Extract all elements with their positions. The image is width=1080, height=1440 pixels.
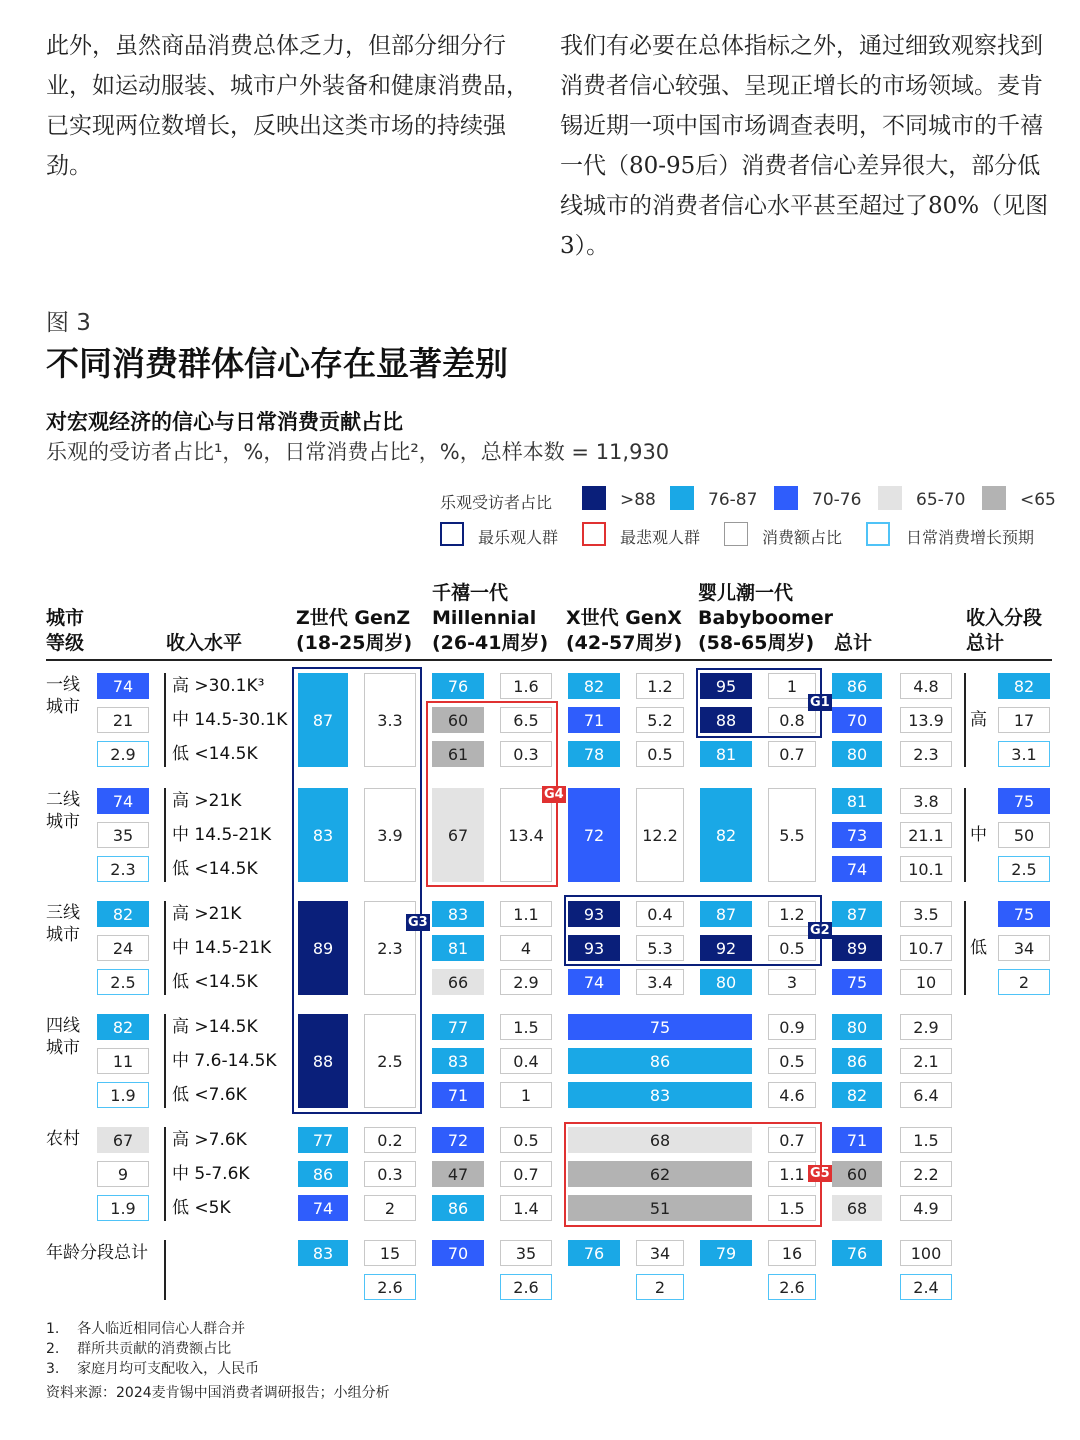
header-income-total-line2: 总计 [966, 632, 1005, 654]
mill-spend-cell: 1.1 [500, 901, 552, 927]
genz-spend-cell: 0.3 [364, 1161, 416, 1187]
total-spend-cell: 4.9 [900, 1195, 952, 1221]
mill-confidence-cell: 77 [432, 1014, 484, 1040]
legend-box-label: 最悲观人群 [620, 528, 701, 547]
legend-item: 65-70 [916, 490, 966, 510]
total-confidence-cell: 60 [832, 1161, 882, 1187]
boom-spend-cell: 0.7 [768, 741, 816, 767]
mill-spend-cell: 1.6 [500, 673, 552, 699]
genz-confidence-cell: 83 [298, 788, 348, 882]
mill-spend-cell: 1 [500, 1082, 552, 1108]
genx-boomer-spend-cell: 4.6 [768, 1082, 816, 1108]
tier-confidence-cell: 74 [97, 673, 149, 699]
mill-age-confidence-cell: 70 [432, 1240, 484, 1266]
income-label: 中 14.5-21K [172, 938, 272, 958]
boom-spend-cell: 1.2 [768, 901, 816, 927]
total-confidence-cell: 86 [832, 1048, 882, 1074]
total-spend-cell: 13.9 [900, 707, 952, 733]
legend-box-swatch [582, 522, 606, 546]
total-confidence-cell: 74 [832, 856, 882, 882]
income-total-spend-cell: 50 [998, 822, 1050, 848]
total-spend-cell: 3.5 [900, 901, 952, 927]
header-city-line1: 城市 [46, 607, 85, 629]
mill-spend-cell: 0.5 [500, 1127, 552, 1153]
age-total-divider [164, 1240, 166, 1300]
legend-swatch [878, 486, 902, 510]
genx-spend-cell: 5.3 [636, 935, 684, 961]
genx-confidence-cell: 72 [568, 788, 620, 882]
mill-confidence-cell: 66 [432, 969, 484, 995]
mill-age-growth-cell: 2.6 [500, 1274, 552, 1300]
legend-item: >88 [620, 490, 656, 510]
genx-spend-cell: 5.2 [636, 707, 684, 733]
mill-spend-cell: 1.5 [500, 1014, 552, 1040]
legend-box-swatch [440, 522, 464, 546]
genx-boomer-confidence-cell: 51 [568, 1195, 752, 1221]
tier-spend-cell: 35 [97, 822, 149, 848]
genx-confidence-cell: 71 [568, 707, 620, 733]
boom-confidence-cell: 81 [700, 741, 752, 767]
boom-confidence-cell: 95 [700, 673, 752, 699]
group-box-g1-tag: G1 [810, 695, 830, 710]
mill-age-spend-cell: 35 [500, 1240, 552, 1266]
boom-age-growth-cell: 2.6 [768, 1274, 816, 1300]
income-label: 中 7.6-14.5K [172, 1051, 277, 1071]
legend-label: 乐观受访者占比 [440, 493, 553, 512]
group-box-g2 [564, 895, 822, 966]
figure-title: 不同消费群体信心存在显著差别 [46, 344, 508, 383]
genx-boomer-confidence-cell: 68 [568, 1127, 752, 1153]
income-label: 低 <7.6K [172, 1085, 247, 1105]
genz-spend-cell: 0.2 [364, 1127, 416, 1153]
income-total-divider [964, 901, 966, 995]
income-total-label: 低 [970, 938, 987, 958]
age-total-label: 年龄分段总计 [46, 1243, 148, 1263]
tier-confidence-cell: 67 [97, 1127, 149, 1153]
genx-spend-cell: 3.4 [636, 969, 684, 995]
income-total-confidence-cell: 75 [998, 788, 1050, 814]
total-confidence-cell: 82 [832, 1082, 882, 1108]
tier-label: 三线 [46, 903, 80, 923]
header-mill-line2: (26-41周岁) [432, 632, 549, 654]
genz-spend-cell: 2.3 [364, 901, 416, 995]
genx-boomer-spend-cell: 1.5 [768, 1195, 816, 1221]
intro-paragraph-right: 我们有必要在总体指标之外，通过细致观察找到消费者信心较强、呈现正增长的市场领域。麦肯锡近期一项中国市场调查表明，不同城市的千禧一代（80-95后）消费者信心差异很大，部分低线城市的消费者信心水平甚至超过了80%（见图3）。 [560, 33, 1049, 259]
genx-spend-cell: 12.2 [636, 788, 684, 882]
genz-confidence-cell: 88 [298, 1014, 348, 1108]
total-confidence-cell: 86 [832, 673, 882, 699]
genz-spend-cell: 3.9 [364, 788, 416, 882]
genx-confidence-cell: 82 [568, 673, 620, 699]
legend-box-label: 最乐观人群 [478, 528, 559, 547]
footnote: 2. 群所共贡献的消费额占比 [46, 1341, 232, 1357]
tier-confidence-cell: 74 [97, 788, 149, 814]
intro-paragraph-left: 此外，虽然商品消费总体乏力，但部分细分行业，如运动服装、城市户外装备和健康消费品，已实现两位数增长，反映出这类市场的持续强劲。 [46, 33, 529, 179]
income-divider [164, 901, 166, 995]
income-label: 高 >14.5K [172, 1017, 258, 1037]
total-confidence-cell: 80 [832, 1014, 882, 1040]
total-confidence-cell: 75 [832, 969, 882, 995]
boom-confidence-cell: 80 [700, 969, 752, 995]
header-rule [46, 659, 1052, 661]
group-box-g1 [696, 668, 822, 738]
total-confidence-cell: 71 [832, 1127, 882, 1153]
boom-confidence-cell: 88 [700, 707, 752, 733]
header-boom-top: 婴儿潮一代 [698, 582, 794, 604]
tier-growth-cell: 2.9 [97, 741, 149, 767]
total-spend-cell: 10.1 [900, 856, 952, 882]
boom-confidence-cell: 82 [700, 788, 752, 882]
mill-spend-cell: 2.9 [500, 969, 552, 995]
total-spend-cell: 2.9 [900, 1014, 952, 1040]
mill-confidence-cell: 71 [432, 1082, 484, 1108]
total-confidence-cell: 70 [832, 707, 882, 733]
mill-confidence-cell: 47 [432, 1161, 484, 1187]
mill-confidence-cell: 83 [432, 901, 484, 927]
tier-label: 城市 [46, 697, 80, 717]
genx-boomer-spend-cell: 0.7 [768, 1127, 816, 1153]
genz-age-confidence-cell: 83 [298, 1240, 348, 1266]
total-spend-cell: 3.8 [900, 788, 952, 814]
tier-confidence-cell: 82 [97, 901, 149, 927]
income-total-growth-cell: 2 [998, 969, 1050, 995]
mill-confidence-cell: 76 [432, 673, 484, 699]
header-genz-line1: Z世代 GenZ [296, 607, 411, 629]
group-box-g5-tag: G5 [810, 1166, 830, 1181]
mill-spend-cell: 0.3 [500, 741, 552, 767]
header-income-total-line1: 收入分段 [966, 607, 1043, 629]
legend-swatch [982, 486, 1006, 510]
total-age-confidence-cell: 76 [832, 1240, 882, 1266]
boom-spend-cell: 0.5 [768, 935, 816, 961]
income-label: 高 >30.1K³ [172, 676, 265, 696]
total-age-growth-cell: 2.4 [900, 1274, 952, 1300]
chart-title: 对宏观经济的信心与日常消费贡献占比 [46, 409, 403, 434]
genz-spend-cell: 2 [364, 1195, 416, 1221]
total-spend-cell: 1.5 [900, 1127, 952, 1153]
genx-spend-cell: 1.2 [636, 673, 684, 699]
genx-boomer-confidence-cell: 62 [568, 1161, 752, 1187]
genx-age-growth-cell: 2 [636, 1274, 684, 1300]
header-boom-line2: (58-65周岁) [698, 632, 815, 654]
income-label: 高 >21K [172, 791, 242, 811]
income-total-divider [964, 788, 966, 882]
tier-confidence-cell: 82 [97, 1014, 149, 1040]
genz-spend-cell: 2.5 [364, 1014, 416, 1108]
mill-spend-cell: 6.5 [500, 707, 552, 733]
group-box-g3 [292, 667, 422, 1114]
tier-label: 城市 [46, 1038, 80, 1058]
genx-spend-cell: 0.4 [636, 901, 684, 927]
total-spend-cell: 2.1 [900, 1048, 952, 1074]
group-box-g3-tag: G3 [408, 915, 428, 930]
income-total-confidence-cell: 75 [998, 901, 1050, 927]
genx-confidence-cell: 93 [568, 901, 620, 927]
boom-age-spend-cell: 16 [768, 1240, 816, 1266]
tier-spend-cell: 9 [97, 1161, 149, 1187]
mill-spend-cell: 0.4 [500, 1048, 552, 1074]
total-spend-cell: 6.4 [900, 1082, 952, 1108]
tier-label: 四线 [46, 1016, 80, 1036]
tier-label: 二线 [46, 790, 80, 810]
mill-spend-cell: 4 [500, 935, 552, 961]
boom-spend-cell: 0.8 [768, 707, 816, 733]
boom-spend-cell: 3 [768, 969, 816, 995]
genz-confidence-cell: 89 [298, 901, 348, 995]
boom-age-confidence-cell: 79 [700, 1240, 752, 1266]
boom-confidence-cell: 92 [700, 935, 752, 961]
income-total-spend-cell: 17 [998, 707, 1050, 733]
header-mill-top: 千禧一代 [432, 582, 509, 604]
tier-label: 城市 [46, 925, 80, 945]
genx-boomer-spend-cell: 0.9 [768, 1014, 816, 1040]
income-total-confidence-cell: 82 [998, 673, 1050, 699]
income-label: 中 14.5-21K [172, 825, 272, 845]
genz-confidence-cell: 86 [298, 1161, 348, 1187]
genx-boomer-spend-cell: 1.1 [768, 1161, 816, 1187]
income-total-spend-cell: 34 [998, 935, 1050, 961]
boom-confidence-cell: 87 [700, 901, 752, 927]
boom-spend-cell: 1 [768, 673, 816, 699]
income-label: 低 <14.5K [172, 859, 258, 879]
tier-growth-cell: 2.5 [97, 969, 149, 995]
income-label: 高 >7.6K [172, 1130, 247, 1150]
income-total-growth-cell: 2.5 [998, 856, 1050, 882]
total-confidence-cell: 68 [832, 1195, 882, 1221]
income-total-growth-cell: 3.1 [998, 741, 1050, 767]
footnote: 1. 各人临近相同信心人群合并 [46, 1321, 246, 1337]
total-spend-cell: 21.1 [900, 822, 952, 848]
genx-confidence-cell: 74 [568, 969, 620, 995]
legend-box-swatch [866, 522, 890, 546]
legend-item: 76-87 [708, 490, 758, 510]
mill-confidence-cell: 81 [432, 935, 484, 961]
legend-item: <65 [1020, 490, 1056, 510]
income-divider [164, 1014, 166, 1108]
group-box-g2-tag: G2 [810, 923, 830, 938]
mill-confidence-cell: 61 [432, 741, 484, 767]
income-divider [164, 788, 166, 882]
header-genz-line2: (18-25周岁) [296, 632, 413, 654]
genx-confidence-cell: 78 [568, 741, 620, 767]
mill-confidence-cell: 67 [432, 788, 484, 882]
header-genx-line1: X世代 GenX [566, 607, 682, 629]
income-divider [164, 1127, 166, 1221]
mill-confidence-cell: 83 [432, 1048, 484, 1074]
mill-confidence-cell: 72 [432, 1127, 484, 1153]
total-spend-cell: 2.2 [900, 1161, 952, 1187]
legend-swatch [582, 486, 606, 510]
genz-confidence-cell: 77 [298, 1127, 348, 1153]
total-spend-cell: 2.3 [900, 741, 952, 767]
legend-box-swatch [724, 522, 748, 546]
total-confidence-cell: 81 [832, 788, 882, 814]
header-boom-line1: Babyboomer [698, 607, 834, 629]
mill-spend-cell: 13.4 [500, 788, 552, 882]
mill-spend-cell: 1.4 [500, 1195, 552, 1221]
income-label: 低 <14.5K [172, 972, 258, 992]
footnote: 3. 家庭月均可支配收入，人民币 [46, 1361, 260, 1377]
header-mill-line1: Millennial [432, 607, 537, 629]
genx-boomer-confidence-cell: 86 [568, 1048, 752, 1074]
income-label: 高 >21K [172, 904, 242, 924]
mill-spend-cell: 0.7 [500, 1161, 552, 1187]
total-confidence-cell: 89 [832, 935, 882, 961]
legend-swatch [670, 486, 694, 510]
genx-age-spend-cell: 34 [636, 1240, 684, 1266]
tier-label: 城市 [46, 812, 80, 832]
boom-spend-cell: 5.5 [768, 788, 816, 882]
tier-spend-cell: 11 [97, 1048, 149, 1074]
income-label: 中 5-7.6K [172, 1164, 250, 1184]
total-confidence-cell: 87 [832, 901, 882, 927]
mill-confidence-cell: 60 [432, 707, 484, 733]
group-box-g4 [426, 701, 558, 887]
header-total: 总计 [834, 632, 873, 654]
group-box-g4-tag: G4 [544, 787, 564, 802]
tier-label: 农村 [46, 1129, 80, 1149]
genz-age-spend-cell: 15 [364, 1240, 416, 1266]
total-age-spend-cell: 100 [900, 1240, 952, 1266]
header-city-line2: 等级 [46, 632, 85, 654]
income-total-divider [964, 673, 966, 767]
income-total-label: 中 [970, 825, 987, 845]
source-note: 资料来源：2024麦肯锡中国消费者调研报告；小组分析 [46, 1385, 390, 1401]
header-income: 收入水平 [166, 632, 243, 654]
tier-growth-cell: 2.3 [97, 856, 149, 882]
tier-label: 一线 [46, 675, 80, 695]
legend-swatch [774, 486, 798, 510]
total-spend-cell: 10 [900, 969, 952, 995]
tier-spend-cell: 21 [97, 707, 149, 733]
figure-label: 图 3 [46, 310, 91, 336]
tier-growth-cell: 1.9 [97, 1195, 149, 1221]
genz-confidence-cell: 74 [298, 1195, 348, 1221]
tier-growth-cell: 1.9 [97, 1082, 149, 1108]
tier-spend-cell: 24 [97, 935, 149, 961]
income-label: 低 <5K [172, 1198, 231, 1218]
genx-boomer-spend-cell: 0.5 [768, 1048, 816, 1074]
chart-subtitle: 乐观的受访者占比¹，%，日常消费占比²，%，总样本数 = 11,930 [46, 440, 670, 464]
genx-spend-cell: 0.5 [636, 741, 684, 767]
header-genx-line2: (42-57周岁) [566, 632, 683, 654]
income-divider [164, 673, 166, 767]
total-spend-cell: 4.8 [900, 673, 952, 699]
genx-boomer-confidence-cell: 83 [568, 1082, 752, 1108]
legend-box-label: 日常消费增长预期 [906, 528, 1035, 547]
total-spend-cell: 10.7 [900, 935, 952, 961]
genz-age-growth-cell: 2.6 [364, 1274, 416, 1300]
genx-boomer-confidence-cell: 75 [568, 1014, 752, 1040]
income-total-label: 高 [970, 710, 987, 730]
income-label: 低 <14.5K [172, 744, 258, 764]
genx-confidence-cell: 93 [568, 935, 620, 961]
income-label: 中 14.5-30.1K [172, 710, 288, 730]
legend-item: 70-76 [812, 490, 862, 510]
legend-box-label: 消费额占比 [762, 528, 843, 547]
total-confidence-cell: 80 [832, 741, 882, 767]
genz-confidence-cell: 87 [298, 673, 348, 767]
total-confidence-cell: 73 [832, 822, 882, 848]
genz-spend-cell: 3.3 [364, 673, 416, 767]
group-box-g5 [564, 1122, 822, 1227]
mill-confidence-cell: 86 [432, 1195, 484, 1221]
genx-age-confidence-cell: 76 [568, 1240, 620, 1266]
